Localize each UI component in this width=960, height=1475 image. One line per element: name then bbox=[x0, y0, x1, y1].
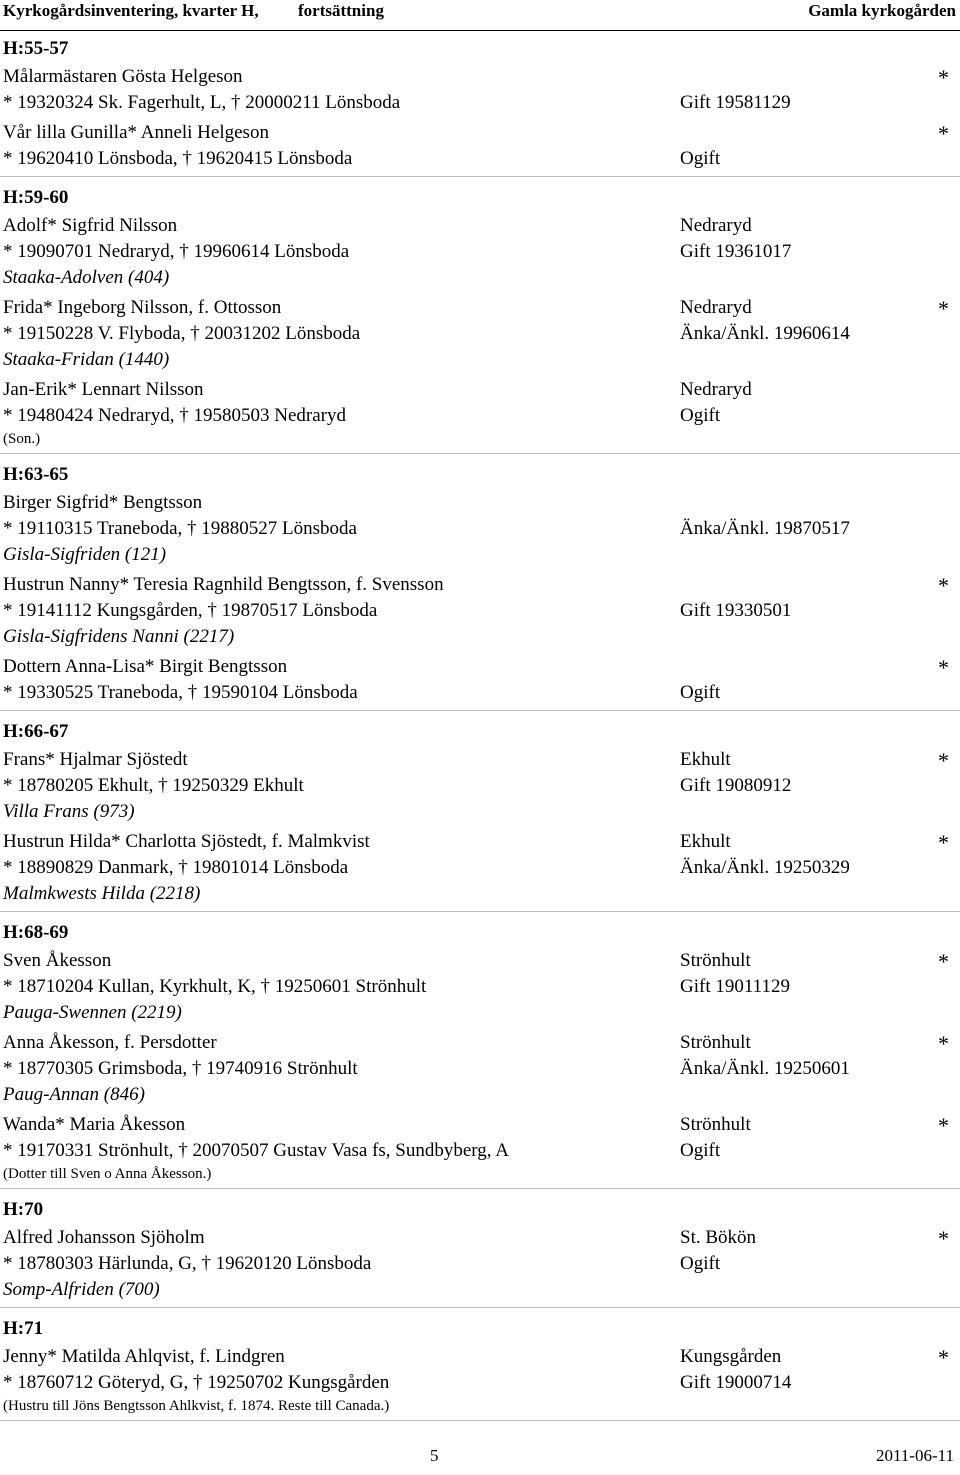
person-nickname-line bbox=[0, 881, 960, 907]
person-dates: * 18710204 Kullan, Kyrkhult, K, † 19250601 Strönhult bbox=[3, 976, 427, 997]
person-dates: * 19320324 Sk. Fagerhult, L, † 20000211 Lönsboda bbox=[3, 92, 401, 113]
person-nickname-line bbox=[0, 624, 960, 650]
person-nickname: Gisla-Sigfriden (121) bbox=[3, 544, 167, 565]
person-note: (Son.) bbox=[3, 431, 41, 447]
person-dates-line bbox=[0, 146, 960, 172]
person-dates: * 18780303 Härlunda, G, † 19620120 Lönsboda bbox=[3, 1253, 372, 1274]
person-name: Sven Åkesson bbox=[3, 950, 112, 971]
person-name-line bbox=[0, 1030, 960, 1056]
person-nickname-line bbox=[0, 347, 960, 373]
person-name: Målarmästaren Gösta Helgeson bbox=[3, 66, 243, 87]
person-dates-line bbox=[0, 773, 960, 799]
person-place: Kungsgården bbox=[680, 1346, 782, 1367]
person-place: Ekhult bbox=[680, 749, 731, 770]
person-dates: * 18780205 Ekhult, † 19250329 Ekhult bbox=[3, 775, 304, 796]
person-dates: * 18890829 Danmark, † 19801014 Lönsboda bbox=[3, 857, 349, 878]
person-name: Anna Åkesson, f. Persdotter bbox=[3, 1032, 217, 1053]
person-dates: * 18770305 Grimsboda, † 19740916 Strönhult bbox=[3, 1058, 358, 1079]
grave-section bbox=[0, 458, 960, 711]
person-nickname: Paug-Annan (846) bbox=[3, 1084, 145, 1105]
person-dates-line bbox=[0, 321, 960, 347]
person-note-line bbox=[0, 1164, 960, 1184]
section-heading: H:55-57 bbox=[3, 38, 69, 59]
person-nickname: Villa Frans (973) bbox=[3, 801, 135, 822]
grave-section bbox=[0, 715, 960, 912]
person-dates-line bbox=[0, 239, 960, 265]
header-cemetery: Gamla kyrkogården bbox=[808, 1, 956, 20]
person-dates: * 18760712 Göteryd, G, † 19250702 Kungsgården bbox=[3, 1372, 390, 1393]
person-name-line bbox=[0, 1344, 960, 1370]
person-note-line bbox=[0, 429, 960, 449]
person-nickname-line bbox=[0, 1277, 960, 1303]
person-name-line bbox=[0, 829, 960, 855]
person-name-line bbox=[0, 1225, 960, 1251]
person-name: Hustrun Hilda* Charlotta Sjöstedt, f. Malmkvist bbox=[3, 831, 370, 852]
person-name-line bbox=[0, 948, 960, 974]
person-nickname: Pauga-Swennen (2219) bbox=[3, 1002, 182, 1023]
person-name: Hustrun Nanny* Teresia Ragnhild Bengtsson, f. Svensson bbox=[3, 574, 444, 595]
star-marker: * bbox=[938, 748, 949, 773]
person-nickname: Malmkwests Hilda (2218) bbox=[3, 883, 201, 904]
person-name-line bbox=[0, 120, 960, 146]
person-dates: * 19330525 Traneboda, † 19590104 Lönsboda bbox=[3, 682, 358, 703]
grave-section bbox=[0, 916, 960, 1189]
person-dates: * 19620410 Lönsboda, † 19620415 Lönsboda bbox=[3, 148, 353, 169]
person-nickname: Staaka-Adolven (404) bbox=[3, 267, 170, 288]
person-name: Dottern Anna-Lisa* Birgit Bengtsson bbox=[3, 656, 288, 677]
person-name-line bbox=[0, 377, 960, 403]
person-name-line bbox=[0, 295, 960, 321]
page-number: 5 bbox=[430, 1446, 439, 1465]
header-subtitle: fortsättning bbox=[298, 1, 384, 20]
person-dates: * 19110315 Traneboda, † 19880527 Lönsboda bbox=[3, 518, 357, 539]
person-status: Ogift bbox=[680, 148, 721, 169]
person-place: Nedraryd bbox=[680, 379, 752, 400]
star-marker: * bbox=[938, 1345, 949, 1370]
person-nickname-line bbox=[0, 1000, 960, 1026]
person-nickname: Somp-Alfriden (700) bbox=[3, 1279, 160, 1300]
person-place: St. Bökön bbox=[680, 1227, 757, 1248]
person-nickname-line bbox=[0, 542, 960, 568]
person-note: (Dotter till Sven o Anna Åkesson.) bbox=[3, 1166, 212, 1182]
star-marker: * bbox=[938, 573, 949, 598]
person-name: Wanda* Maria Åkesson bbox=[3, 1114, 186, 1135]
person-dates-line bbox=[0, 90, 960, 116]
person-status: Änka/Änkl. 19870517 bbox=[680, 518, 850, 539]
person-name-line bbox=[0, 490, 960, 516]
person-status: Änka/Änkl. 19960614 bbox=[680, 323, 850, 344]
person-note-line bbox=[0, 1396, 960, 1416]
person-dates: * 19150228 V. Flyboda, † 20031202 Lönsboda bbox=[3, 323, 361, 344]
person-place: Strönhult bbox=[680, 1032, 751, 1053]
section-heading: H:68-69 bbox=[3, 922, 69, 943]
person-dates-line bbox=[0, 1251, 960, 1277]
person-dates-line bbox=[0, 855, 960, 881]
person-nickname: Staaka-Fridan (1440) bbox=[3, 349, 170, 370]
person-place: Strönhult bbox=[680, 950, 751, 971]
person-status: Änka/Änkl. 19250329 bbox=[680, 857, 850, 878]
section-heading: H:63-65 bbox=[3, 464, 69, 485]
grave-section bbox=[0, 181, 960, 454]
grave-section bbox=[0, 32, 960, 177]
person-status: Gift 19581129 bbox=[680, 92, 791, 113]
section-heading: H:66-67 bbox=[3, 721, 69, 742]
star-marker: * bbox=[938, 1031, 949, 1056]
person-status: Gift 19080912 bbox=[680, 775, 792, 796]
person-status: Gift 19361017 bbox=[680, 241, 792, 262]
person-name: Vår lilla Gunilla* Anneli Helgeson bbox=[3, 122, 269, 143]
person-status: Gift 19000714 bbox=[680, 1372, 792, 1393]
star-marker: * bbox=[938, 655, 949, 680]
person-nickname-line bbox=[0, 799, 960, 825]
section-heading: H:70 bbox=[3, 1199, 44, 1220]
star-marker: * bbox=[938, 121, 949, 146]
grave-section bbox=[0, 1312, 960, 1421]
person-dates: * 19090701 Nedraryd, † 19960614 Lönsboda bbox=[3, 241, 350, 262]
person-dates-line bbox=[0, 1138, 960, 1164]
footer-date: 2011-06-11 bbox=[875, 1446, 954, 1465]
star-marker: * bbox=[938, 65, 949, 90]
person-dates-line bbox=[0, 403, 960, 429]
person-name: Jenny* Matilda Ahlqvist, f. Lindgren bbox=[3, 1346, 285, 1367]
person-place: Strönhult bbox=[680, 1114, 751, 1135]
person-status: Gift 19011129 bbox=[680, 976, 790, 997]
grave-section bbox=[0, 1193, 960, 1308]
person-dates-line bbox=[0, 516, 960, 542]
person-name-line bbox=[0, 654, 960, 680]
person-nickname-line bbox=[0, 265, 960, 291]
person-name: Frans* Hjalmar Sjöstedt bbox=[3, 749, 188, 770]
person-place: Nedraryd bbox=[680, 215, 752, 236]
person-name-line bbox=[0, 213, 960, 239]
person-name: Jan-Erik* Lennart Nilsson bbox=[3, 379, 204, 400]
star-marker: * bbox=[938, 1226, 949, 1251]
person-status: Ogift bbox=[680, 682, 721, 703]
person-dates-line bbox=[0, 1056, 960, 1082]
person-place: Ekhult bbox=[680, 831, 731, 852]
person-dates: * 19170331 Strönhult, † 20070507 Gustav Vasa fs, Sundbyberg, A bbox=[3, 1140, 509, 1161]
person-status: Ogift bbox=[680, 1253, 721, 1274]
star-marker: * bbox=[938, 830, 949, 855]
person-note: (Hustru till Jöns Bengtsson Ahlkvist, f. 1874. Reste till Canada.) bbox=[3, 1398, 390, 1414]
person-name-line bbox=[0, 64, 960, 90]
section-heading: H:71 bbox=[3, 1318, 44, 1339]
person-nickname: Gisla-Sigfridens Nanni (2217) bbox=[3, 626, 235, 647]
person-dates-line bbox=[0, 1370, 960, 1396]
person-name: Birger Sigfrid* Bengtsson bbox=[3, 492, 203, 513]
person-status: Änka/Änkl. 19250601 bbox=[680, 1058, 850, 1079]
person-name-line bbox=[0, 572, 960, 598]
person-dates: * 19480424 Nedraryd, † 19580503 Nedraryd bbox=[3, 405, 346, 426]
header-title: Kyrkogårdsinventering, kvarter H, bbox=[3, 1, 259, 20]
section-heading: H:59-60 bbox=[3, 187, 69, 208]
person-status: Ogift bbox=[680, 1140, 721, 1161]
star-marker: * bbox=[938, 1113, 949, 1138]
person-name: Adolf* Sigfrid Nilsson bbox=[3, 215, 178, 236]
person-status: Ogift bbox=[680, 405, 721, 426]
page-header bbox=[0, 0, 960, 31]
person-dates-line bbox=[0, 680, 960, 706]
person-name: Alfred Johansson Sjöholm bbox=[3, 1227, 205, 1248]
person-dates: * 19141112 Kungsgården, † 19870517 Lönsboda bbox=[3, 600, 378, 621]
person-dates-line bbox=[0, 598, 960, 624]
person-nickname-line bbox=[0, 1082, 960, 1108]
person-name-line bbox=[0, 747, 960, 773]
star-marker: * bbox=[938, 296, 949, 321]
star-marker: * bbox=[938, 949, 949, 974]
person-status: Gift 19330501 bbox=[680, 600, 792, 621]
inventory-sections bbox=[0, 32, 960, 1425]
person-name-line bbox=[0, 1112, 960, 1138]
person-name: Frida* Ingeborg Nilsson, f. Ottosson bbox=[3, 297, 282, 318]
person-place: Nedraryd bbox=[680, 297, 752, 318]
person-dates-line bbox=[0, 974, 960, 1000]
